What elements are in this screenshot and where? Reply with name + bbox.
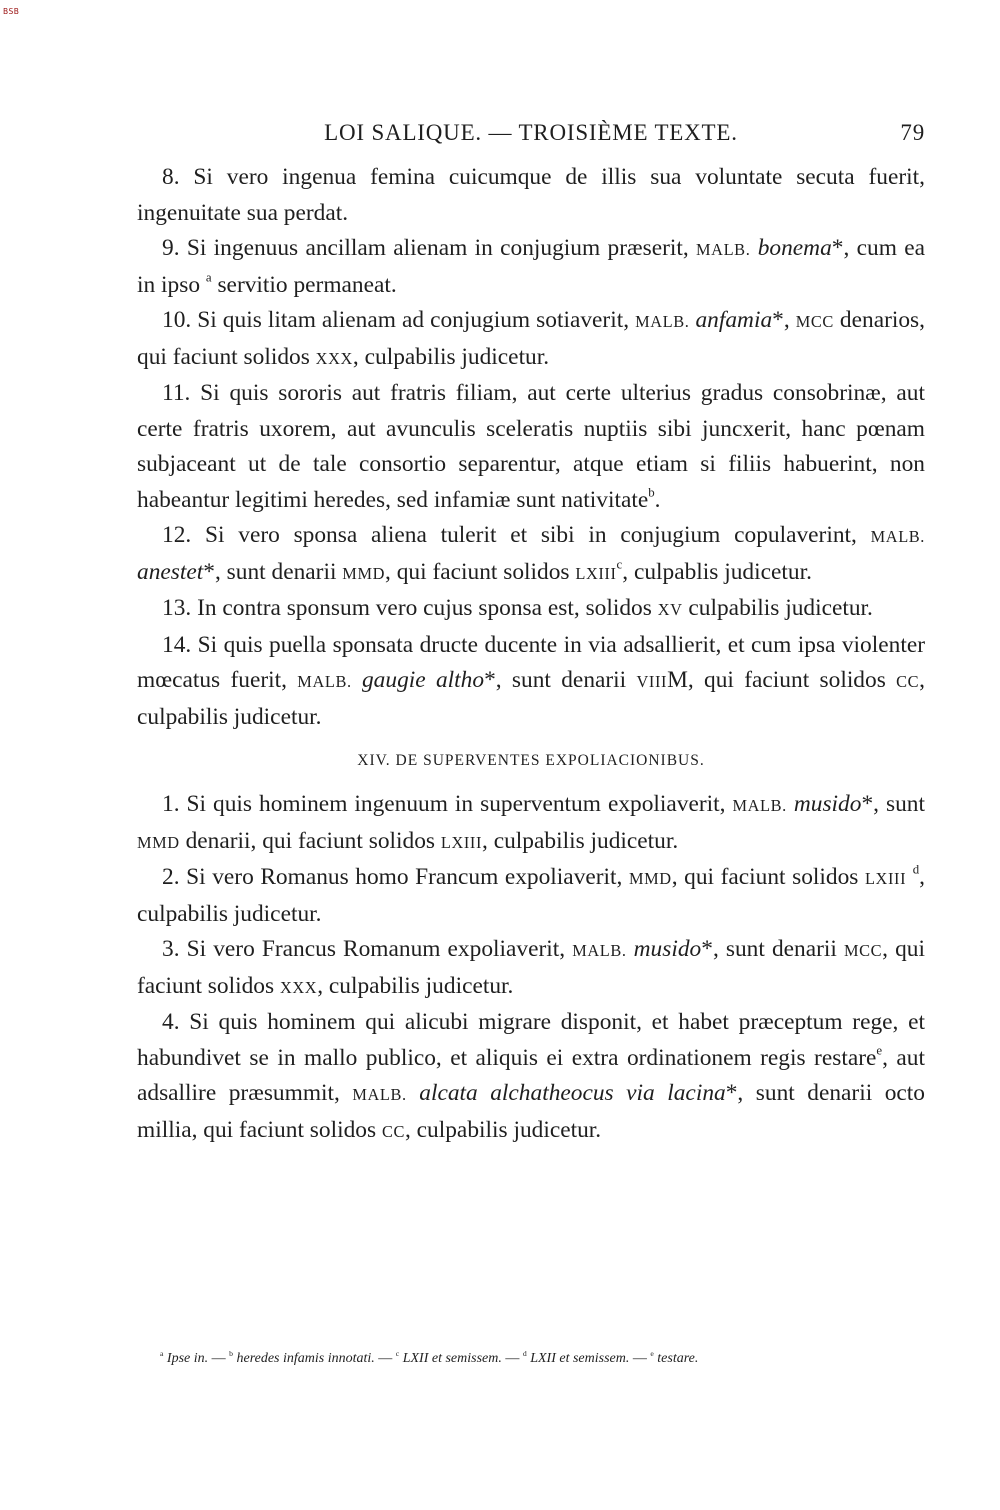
section-articles bbox=[137, 787, 925, 1149]
small-caps-text: LXIII bbox=[575, 563, 617, 583]
text-run bbox=[906, 864, 913, 890]
small-caps-text: MMD bbox=[342, 563, 386, 583]
page-number: 79 bbox=[900, 120, 925, 145]
footnote-d bbox=[522, 1348, 630, 1366]
article-p9 bbox=[137, 231, 925, 303]
text-run: 4. Si quis hominem qui alicubi migrare disponit, et habet præceptum rege, et habundivet se in mallo publico, et aliquis ei extra ordinationem regis restare bbox=[137, 1009, 925, 1071]
footnote-c bbox=[395, 1348, 502, 1366]
small-caps-text: MALB. bbox=[297, 672, 352, 691]
footnote-separator: — bbox=[629, 1351, 651, 1366]
small-caps-text: MALB. bbox=[732, 796, 787, 815]
footnote-text: testare. bbox=[653, 1351, 699, 1366]
malberg-gloss: alcata alchatheocus via lacina bbox=[419, 1080, 726, 1106]
small-caps-text: MCC bbox=[795, 312, 834, 331]
text-run: culpabilis judicetur. bbox=[682, 595, 873, 621]
small-caps-text: MALB. bbox=[352, 1085, 407, 1104]
footnote-separator: — bbox=[208, 1351, 230, 1366]
footnote-e bbox=[650, 1348, 699, 1366]
text-run bbox=[407, 1080, 420, 1106]
small-caps-text: VIII bbox=[636, 672, 668, 691]
text-run: . bbox=[654, 486, 661, 513]
text-run: 12. Si vero sponsa aliena tulerit et sibi in conjugium copulaverint, bbox=[162, 522, 871, 548]
footnote-separator: — bbox=[374, 1351, 396, 1366]
article-p14 bbox=[137, 628, 925, 736]
footnote-mark: a bbox=[160, 1348, 164, 1358]
article-p13 bbox=[137, 591, 925, 628]
text-run: *, sunt denarii octo millia, qui faciunt solidos bbox=[137, 1080, 925, 1143]
small-caps-text: XXX bbox=[315, 348, 353, 368]
text-run: , aut adsallire præsummit, bbox=[137, 1044, 925, 1106]
text-run: 9. Si ingenuus ancillam alienam in conjugium præserit, bbox=[162, 235, 697, 261]
text-run: *, sunt bbox=[861, 791, 925, 817]
library-stamp: BSB bbox=[3, 7, 20, 16]
article-p8 bbox=[137, 160, 925, 231]
page-header bbox=[137, 117, 925, 149]
article-p12 bbox=[137, 518, 925, 591]
small-caps-text: MMD bbox=[628, 869, 672, 888]
article-s3 bbox=[137, 932, 925, 1005]
small-caps-text: MCC bbox=[843, 941, 883, 960]
body-text bbox=[137, 160, 925, 1149]
text-run bbox=[352, 667, 362, 693]
footnote-text: LXII et semissem. bbox=[399, 1351, 502, 1366]
text-run: *, sunt denarii bbox=[484, 667, 637, 693]
text-run: , qui faciunt solidos bbox=[671, 864, 865, 890]
text-run bbox=[627, 936, 634, 962]
text-run: , culpabilis judicetur. bbox=[404, 1116, 602, 1143]
footnote-reference: a bbox=[205, 270, 212, 285]
footnote-b bbox=[229, 1348, 375, 1366]
text-run: 13. In contra sponsum vero cujus sponsa est, solidos bbox=[162, 595, 658, 621]
text-run: *, bbox=[772, 307, 796, 333]
article-p10 bbox=[137, 303, 925, 376]
text-run: *, cum ea in ipso bbox=[137, 235, 925, 298]
footnote-mark: d bbox=[522, 1348, 527, 1358]
text-run: denarios, qui faciunt solidos bbox=[137, 307, 926, 370]
footnote-mark: e bbox=[650, 1348, 654, 1358]
small-caps-text: XXX bbox=[279, 977, 318, 997]
text-run: , culpabilis judicetur. bbox=[137, 864, 925, 927]
malberg-gloss: anestet bbox=[137, 558, 204, 585]
text-run: denarii, qui faciunt solidos bbox=[179, 827, 441, 854]
article-s2 bbox=[137, 860, 925, 932]
text-run: , qui faciunt solidos bbox=[385, 558, 576, 585]
article-s1 bbox=[137, 787, 925, 860]
text-run bbox=[750, 235, 757, 261]
footnote-text: LXII et semissem. bbox=[526, 1351, 630, 1366]
malberg-gloss: gaugie altho bbox=[361, 667, 485, 693]
small-caps-text: MALB. bbox=[696, 240, 751, 259]
footnote-a bbox=[160, 1348, 209, 1366]
text-run: *, sunt denarii bbox=[203, 558, 343, 585]
text-run: 10. Si quis litam alienam ad conjugium sotiaverit, bbox=[162, 307, 636, 333]
small-caps-text: LXIII bbox=[440, 832, 483, 852]
text-run: , culpablis judicetur. bbox=[622, 558, 812, 585]
text-run: 1. Si quis hominem ingenuum in superventum expoliaverit, bbox=[162, 791, 733, 817]
small-caps-text: CC bbox=[896, 672, 920, 691]
text-run: servitio permaneat. bbox=[211, 271, 397, 298]
text-run: , culpabilis judicetur. bbox=[352, 343, 550, 370]
footnote-mark: c bbox=[395, 1348, 400, 1358]
text-run: 11. Si quis sororis aut fratris filiam, aut certe ulterius gradus consobrinæ, aut certe fratris uxorem, aut avunculis sceleratis nuptiis sibi juncxerit, hanc pœnam subjaceant ut de tale consortio separentur, atque etiam si filiis habuerint, non habeantur legitimi heredes, sed infamiæ sunt nativitate bbox=[137, 380, 925, 513]
small-caps-text: CC bbox=[381, 1121, 405, 1141]
small-caps-text: MALB. bbox=[572, 941, 627, 960]
small-caps-text: MALB. bbox=[635, 312, 690, 331]
footnote-separator: — bbox=[501, 1351, 523, 1366]
footnote-reference: d bbox=[912, 862, 920, 877]
article-s4 bbox=[137, 1005, 925, 1149]
small-caps-text: MALB. bbox=[870, 527, 925, 546]
footnote-reference: e bbox=[876, 1043, 883, 1058]
footnote-reference: b bbox=[648, 485, 655, 500]
text-run: M, qui faciunt solidos bbox=[667, 667, 897, 693]
text-run: 3. Si vero Francus Romanum expoliaverit, bbox=[162, 936, 573, 962]
law-articles bbox=[137, 160, 925, 735]
small-caps-text: LXIII bbox=[864, 869, 907, 888]
running-title: LOI SALIQUE. — TROISIÈME TEXTE. bbox=[324, 120, 738, 145]
footnote-text: Ipse in. bbox=[163, 1351, 209, 1366]
text-run: , culpabilis judicetur. bbox=[482, 827, 679, 854]
small-caps-text: XV bbox=[657, 600, 683, 619]
text-run: 8. Si vero ingenua femina cuicumque de illis sua voluntate secuta fuerit, ingenuitate sua perdat. bbox=[137, 164, 925, 226]
text-run: , culpabilis judicetur. bbox=[317, 972, 514, 999]
small-caps-text: MMD bbox=[137, 832, 180, 852]
text-run: 14. Si quis puella sponsata dructe ducente in via adsallierit, et cum ipsa violenter mœcatus fuerit, bbox=[137, 631, 925, 693]
text-run: , qui faciunt solidos bbox=[137, 936, 925, 999]
malberg-gloss: musido bbox=[633, 936, 702, 962]
footnote-reference: c bbox=[616, 557, 623, 572]
malberg-gloss: musido bbox=[793, 791, 862, 817]
footnotes bbox=[160, 1348, 925, 1370]
footnote-text: heredes infamis innotati. bbox=[232, 1351, 375, 1366]
text-run bbox=[787, 791, 794, 817]
text-run: *, sunt denarii bbox=[701, 936, 844, 962]
footnote-mark: b bbox=[229, 1348, 233, 1358]
text-run: , culpabilis judicetur. bbox=[137, 667, 926, 730]
article-p11 bbox=[137, 376, 925, 518]
text-run: 2. Si vero Romanus homo Francum expoliaverit, bbox=[162, 864, 629, 890]
malberg-gloss: bonema bbox=[757, 235, 832, 261]
malberg-gloss: anfamia bbox=[695, 307, 773, 333]
section-heading: XIV. DE SUPERVENTES EXPOLIACIONIBUS. bbox=[357, 752, 705, 769]
